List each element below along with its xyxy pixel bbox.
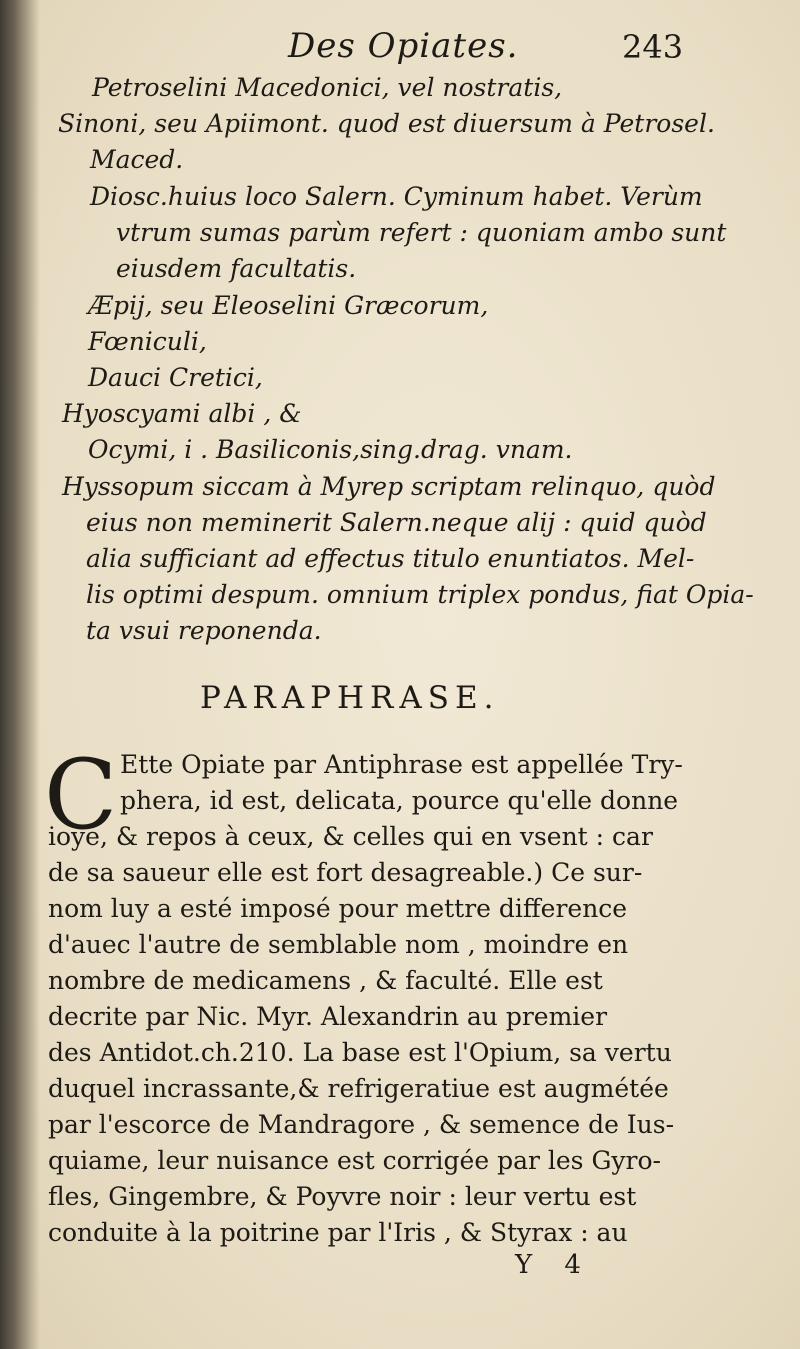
french-line: conduite à la poitrine par l'Iris , & Styrax : au <box>48 1218 628 1247</box>
latin-line: ta vsui reponenda. <box>86 616 322 645</box>
french-line: Ette Opiate par Antiphrase est appellée Try- <box>120 750 683 779</box>
running-title: Des Opiates. <box>288 26 519 66</box>
page-footer <box>0 1250 800 1290</box>
page-number: 243 <box>622 28 684 66</box>
french-line: ioye, & repos à ceux, & celles qui en vsent : car <box>48 822 653 851</box>
french-line: phera, id est, delicata, pource qu'elle donne <box>120 786 679 815</box>
paraphrase-heading: PARAPHRASE. <box>200 680 500 716</box>
latin-line: vtrum sumas parùm refert : quoniam ambo sunt <box>116 218 727 247</box>
latin-line: Petroselini Macedonici, vel nostratis, <box>92 73 563 102</box>
french-line: nom luy a esté imposé pour mettre difference <box>48 894 628 923</box>
latin-line: Diosc.huius loco Salern. Cyminum habet. Verùm <box>90 182 703 211</box>
page-header <box>0 22 800 72</box>
latin-line: eiusdem facultatis. <box>116 254 357 283</box>
french-line: fles, Gingembre, & Poyvre noir : leur vertu est <box>48 1182 637 1211</box>
french-line: des Antidot.ch.210. La base est l'Opium, sa vertu <box>48 1038 672 1067</box>
drop-cap-initial: C <box>44 739 118 851</box>
signature-mark: Y 4 <box>515 1250 593 1280</box>
french-line: nombre de medicamens , & faculté. Elle est <box>48 966 603 995</box>
latin-line: eius non meminerit Salern.neque alij : quid quòd <box>86 508 707 537</box>
latin-line: Fœniculi, <box>88 327 207 356</box>
latin-line: alia sufficiant ad effectus titulo enuntiatos. Mel- <box>86 544 695 573</box>
binding-gutter <box>0 0 40 1349</box>
french-line: de sa saueur elle est fort desagreable.) Ce sur- <box>48 858 643 887</box>
latin-line: Hyoscyami albi , & <box>62 399 302 428</box>
latin-line: Ocymi, i . Basiliconis,sing.drag. vnam. <box>88 435 573 464</box>
french-line: decrite par Nic. Myr. Alexandrin au premier <box>48 1002 608 1031</box>
latin-line: Æpij, seu Eleoselini Græcorum, <box>88 291 489 320</box>
latin-line: Hyssopum siccam à Myrep scriptam relinquo, quòd <box>62 472 716 501</box>
latin-line: lis optimi despum. omnium triplex pondus, fiat Opia- <box>86 580 754 609</box>
french-line: d'auec l'autre de semblable nom , moindre en <box>48 930 629 959</box>
french-line: par l'escorce de Mandragore , & semence de Ius- <box>48 1110 675 1139</box>
french-line: quiame, leur nuisance est corrigée par les Gyro- <box>48 1146 661 1175</box>
latin-line: Sinoni, seu Apiimont. quod est diuersum à Petrosel. <box>58 109 715 138</box>
latin-line: Maced. <box>90 145 184 174</box>
latin-line: Dauci Cretici, <box>88 363 263 392</box>
french-line: duquel incrassante,& refrigeratiue est augmétée <box>48 1074 669 1103</box>
